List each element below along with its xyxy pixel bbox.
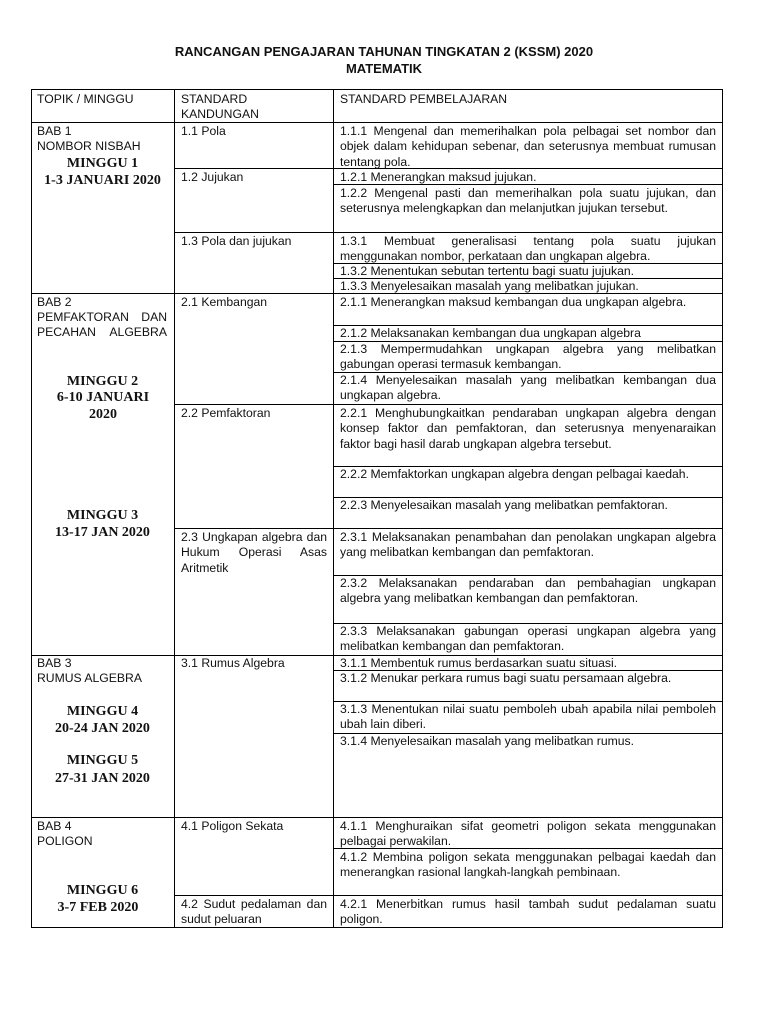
column-divider-1 [174,89,175,928]
bab3-name: RUMUS ALGEBRA [37,671,142,685]
sp-4-1-1: 4.1.1 Menghuraikan sifat geometri poligon sekata menggunakan pelbagai perwakilan. [340,819,716,849]
sp-2-2-1: 2.2.1 Menghubungkaitkan pendaraban ungkapan algebra dengan konsep faktor dan pemfaktoran, dan seterusnya menyenaraikan faktor bagi hasil darab ungkapan algebra tersebut. [340,406,716,451]
minggu3-date: 13-17 JAN 2020 [55,525,150,540]
minggu1-date: 1-3 JANUARI 2020 [44,173,161,188]
sp-1-1-1: 1.1.1 Mengenal dan memerihalkan pola pelbagai set nombor dan objek dalam kehidupan sebenar, dan seterusnya membuat rumusan tentang pola. [340,124,716,169]
bab4-label: BAB 4 [37,819,72,833]
sk-1-2: 1.2 Jujukan [181,170,244,184]
minggu6-week: MINGGU 6 [66,883,139,898]
minggu5-week: MINGGU 5 [66,753,139,768]
header-topik: TOPIK / MINGGU [37,92,134,106]
minggu2-week: MINGGU 2 [66,374,139,389]
minggu3-week: MINGGU 3 [66,508,139,523]
sp-3-1-2: 3.1.2 Menukar perkara rumus bagi suatu persamaan algebra. [340,671,672,685]
sk-1-1: 1.1 Pola [181,124,226,138]
sp-3-1-4: 3.1.4 Menyelesaikan masalah yang melibatkan rumus. [340,734,635,748]
sp-2-1-3: 2.1.3 Mempermudahkan ungkapan algebra yang melibatkan gabungan operasi termasuk kembangan. [340,342,716,372]
minggu4-date: 20-24 JAN 2020 [55,721,150,736]
sp-2-1-4: 2.1.4 Menyelesaikan masalah yang melibatkan kembangan dua ungkapan algebra. [340,373,716,403]
minggu5-date: 27-31 JAN 2020 [55,771,150,786]
sp-1-3-3: 1.3.3 Menyelesaikan masalah yang melibatkan jujukan. [340,279,639,293]
sp-2-1-2: 2.1.2 Melaksanakan kembangan dua ungkapan algebra [340,326,641,340]
sp-1-2-1: 1.2.1 Menerangkan maksud jujukan. [340,170,537,184]
minggu2-date: 6-10 JANUARI 2020 [56,390,150,422]
sk-2-3: 2.3 Ungkapan algebra dan Hukum Operasi Asas Aritmetik [181,530,327,575]
bab3-bottom-border [31,817,723,818]
document-title: RANCANGAN PENGAJARAN TAHUNAN TINGKATAN 2 (KSSM) 2020 [174,44,594,59]
sp-1-2-2: 1.2.2 Mengenal pasti dan memerihalkan pola suatu jujukan, dan seterusnya melengkapkan dan melanjutkan jujukan tersebut. [340,186,716,216]
header-standard-kandungan: STANDARD KANDUNGAN [181,92,259,122]
sk-4-2: 4.2 Sudut pedalaman dan sudut peluaran [181,897,327,927]
minggu6-date: 3-7 FEB 2020 [57,900,139,915]
header-row-border [31,122,723,123]
sk-2-2: 2.2 Pemfaktoran [181,406,271,420]
sp-3-1-3: 3.1.3 Menentukan nilai suatu pemboleh ubah apabila nilai pemboleh ubah lain diberi. [340,702,716,732]
minggu4-week: MINGGU 4 [66,704,139,719]
sp-2-3-3: 2.3.3 Melaksanakan gabungan operasi ungkapan algebra yang melibatkan kembangan dan pemfaktoran. [340,624,716,654]
sp-2-3-1: 2.3.1 Melaksanakan penambahan dan penolakan ungkapan algebra yang melibatkan kembangan dan pemfaktoran. [340,530,716,560]
sp-4-2-1: 4.2.1 Menerbitkan rumus hasil tambah sudut pedalaman suatu poligon. [340,897,716,927]
document-subject: MATEMATIK [345,61,423,76]
sk-3-1: 3.1 Rumus Algebra [181,656,285,670]
sp-2-2-3: 2.2.3 Menyelesaikan masalah yang melibatkan pemfaktoran. [340,498,668,512]
sp-2-2-2: 2.2.2 Memfaktorkan ungkapan algebra dengan pelbagai kaedah. [340,467,689,481]
bab4-name: POLIGON [37,834,93,848]
sp-4-1-2: 4.1.2 Membina poligon sekata menggunakan pelbagai kaedah dan menerangkan rasional langkah-langkah pembinaan. [340,850,716,880]
sp-1-3-2: 1.3.2 Menentukan sebutan tertentu bagi suatu jujukan. [340,264,635,278]
sk-1-3: 1.3 Pola dan jujukan [181,234,292,248]
sp-2-3-2: 2.3.2 Melaksanakan pendaraban dan pembahagian ungkapan algebra yang melibatkan kembangan dan pemfaktoran. [340,576,716,606]
column-divider-2 [333,89,334,928]
bab2-label: BAB 2 [37,295,72,309]
sk-border [174,232,723,233]
sp-3-1-1: 3.1.1 Membentuk rumus berdasarkan suatu situasi. [340,656,618,670]
sk-border [174,895,723,896]
sk-border [174,404,723,405]
bab1-label: BAB 1 [37,124,72,138]
sp-1-3-1: 1.3.1 Membuat generalisasi tentang pola suatu jujukan menggunakan nombor, perkataan dan ungkapan algebra. [340,234,716,264]
bab3-label: BAB 3 [37,656,72,670]
bab2-name: PEMFAKTORAN DAN PECAHAN ALGEBRA [37,310,167,340]
sk-4-1: 4.1 Poligon Sekata [181,819,284,833]
bab1-name: NOMBOR NISBAH [37,139,141,153]
sk-border [174,528,723,529]
minggu1-week: MINGGU 1 [66,156,139,171]
sk-2-1: 2.1 Kembangan [181,295,268,309]
header-standard-pembelajaran: STANDARD PEMBELAJARAN [340,92,508,106]
sp-2-1-1: 2.1.1 Menerangkan maksud kembangan dua ungkapan algebra. [340,295,687,309]
